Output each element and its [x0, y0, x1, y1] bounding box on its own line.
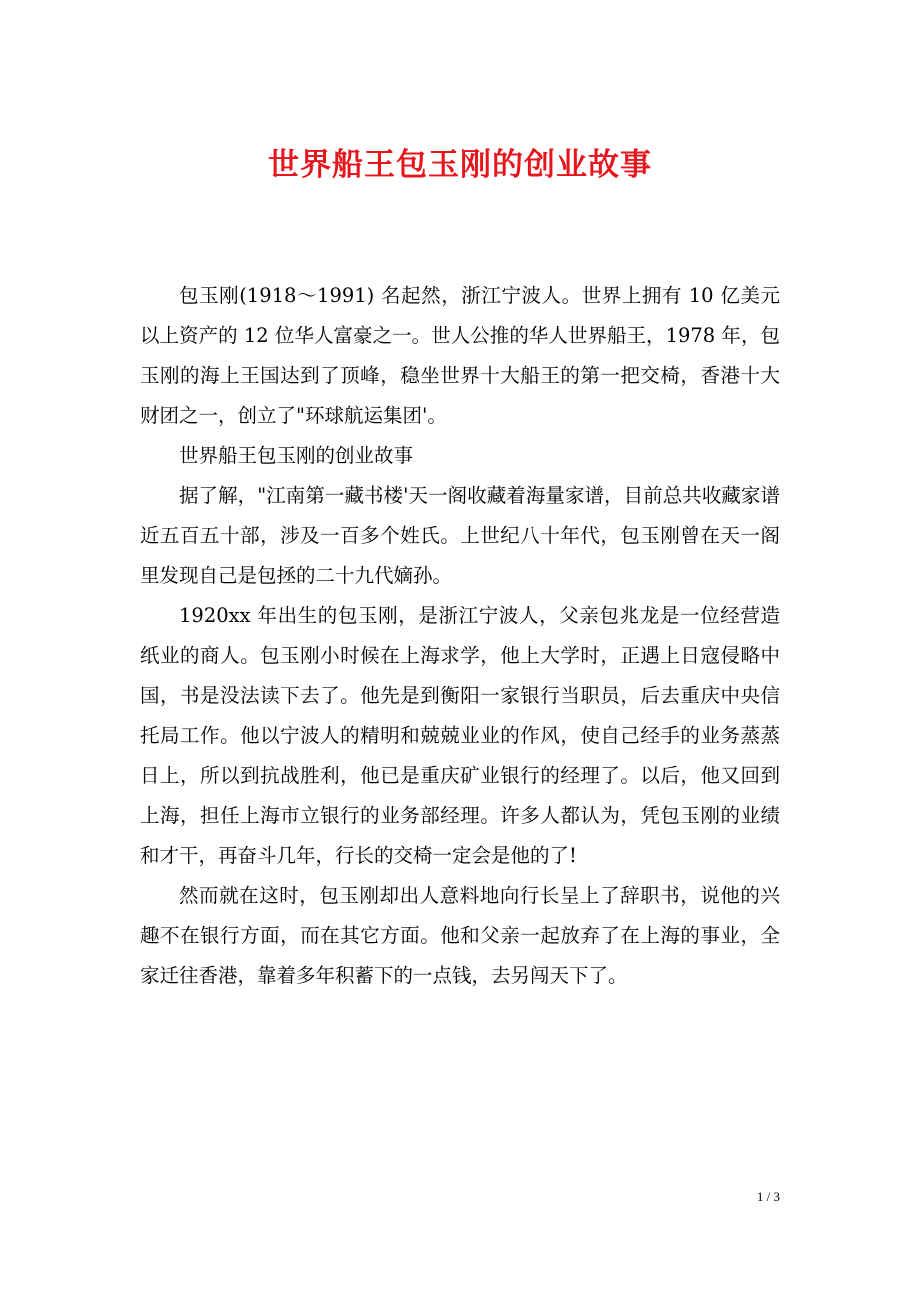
paragraph-subheading: 世界船王包玉刚的创业故事: [179, 444, 414, 467]
page-number: 1 / 3: [756, 1189, 780, 1204]
paragraph-genealogy: 据了解，"江南第一藏书楼'天一阁收藏着海量家谱，目前总共收藏家谱近五百五十部，涉及一百多个姓氏。上世纪八十年代，包玉刚曾在天一阁里发现自己是包拯的二十九代嫡孙。: [140, 484, 780, 587]
paragraph-early-life: 1920xx 年出生的包玉刚，是浙江宁波人，父亲包兆龙是一位经营造纸业的商人。包玉刚小时候在上海求学，他上大学时，正遇上日寇侵略中国，书是没法读下去了。他先是到衡阳一家银行当职员，后去重庆中央信托局工作。他以宁波人的精明和兢兢业业的作风，使自己经手的业务蒸蒸日上，所以到抗战胜利，他已是重庆矿业银行的经理了。以后，他又回到上海，担任上海市立银行的业务部经理。许多人都认为，凭包玉刚的业绩和才干，再奋斗几年，行长的交椅一定会是他的了!: [140, 604, 780, 867]
paragraph-intro: 包玉刚(1918～1991) 名起然，浙江宁波人。世界上拥有 10 亿美元以上资产的 12 位华人富豪之一。世人公推的华人世界船王，1978 年，包玉刚的海上王国达到了顶峰，稳坐世界十大船王的第一把交椅，香港十大财团之一，创立了"环球航运集团'。: [140, 284, 780, 427]
paragraph-resignation: 然而就在这时，包玉刚却出人意料地向行长呈上了辞职书，说他的兴趣不在银行方面，而在其它方面。他和父亲一起放弃了在上海的事业，全家迁往香港，靠着多年积蓄下的一点钱，去另闯天下了。: [140, 884, 780, 987]
document-body: [140, 276, 780, 996]
document-title: 世界船王包玉刚的创业故事: [268, 147, 652, 183]
